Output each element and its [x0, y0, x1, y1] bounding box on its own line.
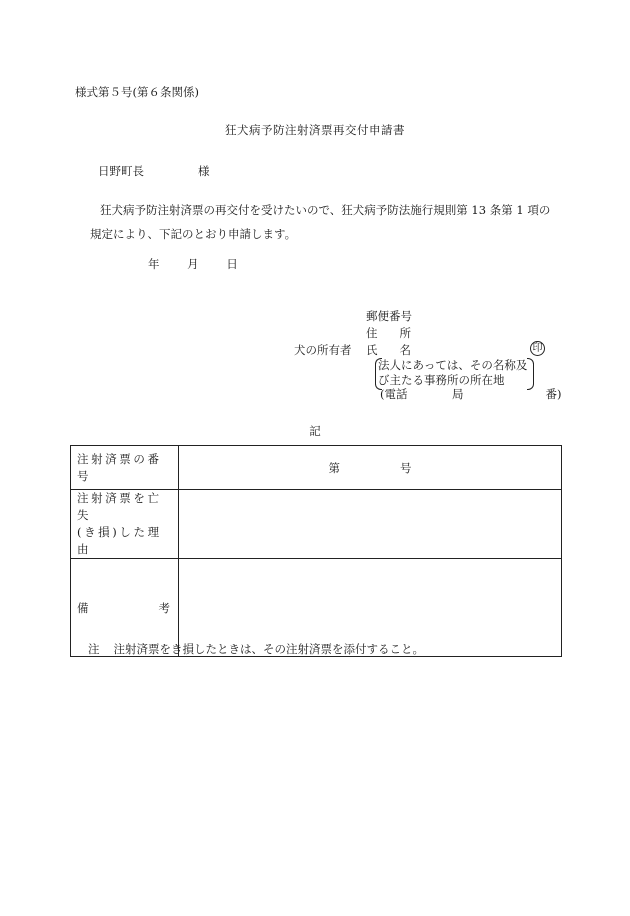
seal-mark-icon: 印	[530, 341, 545, 356]
request-line-1: 狂犬病予防注射済票の再交付を受けたいので、狂犬病予防法施行規則第 13 条第 1 項の	[100, 203, 551, 217]
request-statement	[86, 198, 576, 246]
loss-reason-label: 注射済票を亡失 (き損)した理由	[71, 490, 179, 559]
date-month: 月	[187, 257, 199, 271]
tag-number-field[interactable]: 第 号	[179, 446, 562, 490]
corporation-note-line-2: び主たる事務所の所在地	[378, 373, 505, 387]
addressee-honorific: 様	[198, 164, 210, 178]
loss-reason-field[interactable]	[179, 490, 562, 559]
date-day: 日	[226, 257, 238, 271]
corporation-note-line-1: 法人にあっては、その名称及	[378, 358, 528, 372]
request-line-2: 規定により、下記のとおり申請します。	[90, 227, 297, 241]
document-title: 狂犬病予防注射済票再交付申請書	[225, 123, 405, 137]
phone-field	[380, 386, 562, 402]
phone-open: (電話	[380, 387, 408, 401]
table-row	[71, 446, 562, 490]
application-table	[70, 445, 562, 657]
addressee-name: 日野町長	[98, 164, 144, 178]
owner-fields	[366, 308, 412, 359]
address-field: 住 所	[366, 326, 411, 340]
addressee	[98, 163, 210, 179]
date-line	[148, 256, 238, 272]
remarks-label: 備 考	[71, 559, 179, 657]
tag-number-label: 注射済票の番号	[71, 446, 179, 490]
table-row	[71, 490, 562, 559]
ki-heading: 記	[309, 424, 321, 438]
owner-label: 犬の所有者	[294, 343, 352, 357]
date-year: 年	[148, 257, 160, 271]
phone-number-label: 番)	[545, 387, 562, 401]
postal-code-field: 郵便番号	[366, 309, 412, 323]
name-field: 氏 名	[366, 343, 411, 357]
footnote	[88, 641, 424, 657]
footnote-text: 注射済票をき損したときは、その注射済票を添付すること。	[113, 642, 424, 656]
form-number: 様式第５号(第６条関係)	[75, 85, 199, 99]
footnote-mark: 注	[88, 642, 100, 656]
phone-exchange: 局	[452, 387, 464, 401]
corporation-note	[378, 358, 527, 388]
